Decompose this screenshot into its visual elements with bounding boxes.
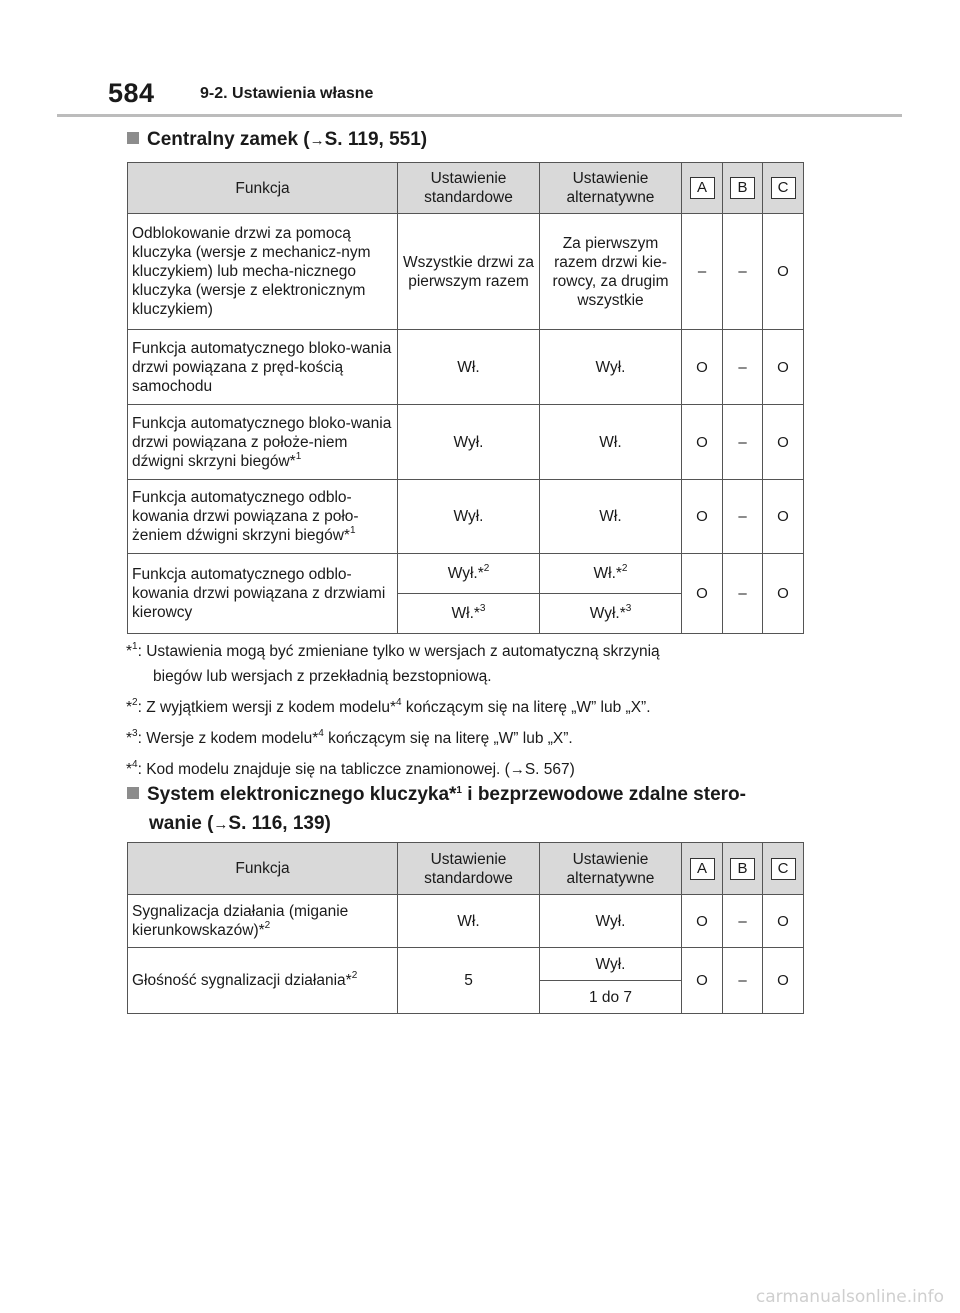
row-c: O	[763, 405, 804, 480]
col-header-b: B	[730, 858, 755, 880]
table-row	[128, 554, 804, 594]
row-c: O	[763, 214, 804, 330]
row-standard: Wł.	[398, 330, 540, 405]
central-lock-table	[127, 162, 804, 634]
arrow-right-icon: →	[213, 816, 229, 833]
section-title: 9-2. Ustawienia własne	[200, 85, 374, 102]
row-b: –	[723, 948, 763, 1014]
row-alternative: Wł.	[540, 405, 682, 480]
table-row	[128, 214, 804, 330]
col-header-a: A	[690, 177, 715, 199]
row-alternative: 1 do 7	[540, 981, 682, 1014]
page-number: 584	[108, 78, 155, 108]
col-header-c: C	[771, 858, 796, 880]
row-function: Głośność sygnalizacji działania*$^2$	[128, 948, 398, 1014]
watermark: carmanualsonline.info	[755, 1287, 944, 1307]
heading-smart-key: System elektronicznego kluczyka*$^1$ i bezprzewodowe zdalne stero- wanie (→S. 116, 139)	[127, 780, 746, 839]
row-function: Funkcja automatycznego odblo-kowania drzwi powiązana z drzwiami kierowcy	[128, 554, 398, 634]
table-row	[128, 405, 804, 480]
row-a: O	[682, 948, 723, 1014]
row-alternative: Wył.*$^3$	[540, 594, 682, 634]
footnotes	[126, 642, 826, 791]
col-header-b: B	[730, 177, 755, 199]
col-header-alternative: Ustawienie alternatywne	[540, 163, 682, 214]
row-a: O	[682, 895, 723, 948]
table-header-row	[128, 163, 804, 214]
table-header-row	[128, 843, 804, 895]
row-a: O	[682, 554, 723, 634]
table-row	[128, 948, 804, 981]
row-standard: Wył.	[398, 480, 540, 554]
arrow-right-icon: →	[509, 761, 525, 778]
row-a: –	[682, 214, 723, 330]
col-header-funkcja: Funkcja	[128, 163, 398, 214]
col-header-alternative: Ustawienie alternatywne	[540, 843, 682, 895]
row-standard: Wył.*$^2$	[398, 554, 540, 594]
row-function: Funkcja automatycznego odblo-kowania drzwi powiązana z poło-żeniem dźwigni skrzyni biegów*$^1$	[128, 480, 398, 554]
row-c: O	[763, 895, 804, 948]
row-standard: Wł.	[398, 895, 540, 948]
row-c: O	[763, 554, 804, 634]
table-row	[128, 895, 804, 948]
row-alternative: Wł.*$^2$	[540, 554, 682, 594]
footnote: *$^1$: Ustawienia mogą być zmieniane tylko w wersjach z automatyczną skrzynią biegów lub wersjach z przekładnią bezstopniową.	[126, 641, 660, 685]
col-header-standard: Ustawienie standardowe	[398, 843, 540, 895]
row-c: O	[763, 480, 804, 554]
row-a: O	[682, 330, 723, 405]
row-b: –	[723, 480, 763, 554]
row-function: Sygnalizacja działania (miganie kierunkowskazów)*$^2$	[128, 895, 398, 948]
row-function: Odblokowanie drzwi za pomocą kluczyka (wersje z mechanicz-nym kluczykiem) lub mecha-nicznego kluczyka (wersje z elektronicznym kluczykiem)	[128, 214, 398, 330]
row-a: O	[682, 480, 723, 554]
col-header-funkcja: Funkcja	[128, 843, 398, 895]
row-standard: Wł.*$^3$	[398, 594, 540, 634]
header-divider	[57, 114, 902, 117]
col-header-a: A	[690, 858, 715, 880]
row-function: Funkcja automatycznego bloko-wania drzwi powiązana z położe-niem dźwigni skrzyni biegów*$^1$	[128, 405, 398, 480]
row-standard: Wszystkie drzwi za pierwszym razem	[398, 214, 540, 330]
row-c: O	[763, 948, 804, 1014]
row-alternative: Wył.	[540, 948, 682, 981]
footnote: *$^2$: Z wyjątkiem wersji z kodem modelu*$^4$ kończącym się na literę „W” lub „X”.	[126, 697, 651, 716]
row-alternative: Wł.	[540, 480, 682, 554]
row-alternative: Wył.	[540, 330, 682, 405]
arrow-right-icon: →	[309, 132, 325, 149]
table-row	[128, 480, 804, 554]
heading-central-lock: Centralny zamek (→S. 119, 551)	[127, 125, 427, 155]
row-a: O	[682, 405, 723, 480]
footnote: *$^4$: Kod modelu znajduje się na tabliczce znamionowej. (→S. 567)	[126, 759, 575, 778]
table-row	[128, 330, 804, 405]
bullet-square-icon	[127, 787, 139, 799]
footnote: *$^3$: Wersje z kodem modelu*$^4$ kończącym się na literę „W” lub „X”.	[126, 728, 573, 747]
row-b: –	[723, 330, 763, 405]
row-b: –	[723, 554, 763, 634]
row-b: –	[723, 895, 763, 948]
col-header-standard: Ustawienie standardowe	[398, 163, 540, 214]
smart-key-table	[127, 842, 804, 1014]
row-alternative: Za pierwszym razem drzwi kie-rowcy, za drugim wszystkie	[540, 214, 682, 330]
row-standard: 5	[398, 948, 540, 1014]
row-b: –	[723, 214, 763, 330]
col-header-c: C	[771, 177, 796, 199]
row-c: O	[763, 330, 804, 405]
row-b: –	[723, 405, 763, 480]
row-standard: Wył.	[398, 405, 540, 480]
bullet-square-icon	[127, 132, 139, 144]
row-alternative: Wył.	[540, 895, 682, 948]
page-header	[0, 0, 960, 118]
row-function: Funkcja automatycznego bloko-wania drzwi powiązana z pręd-kością samochodu	[128, 330, 398, 405]
